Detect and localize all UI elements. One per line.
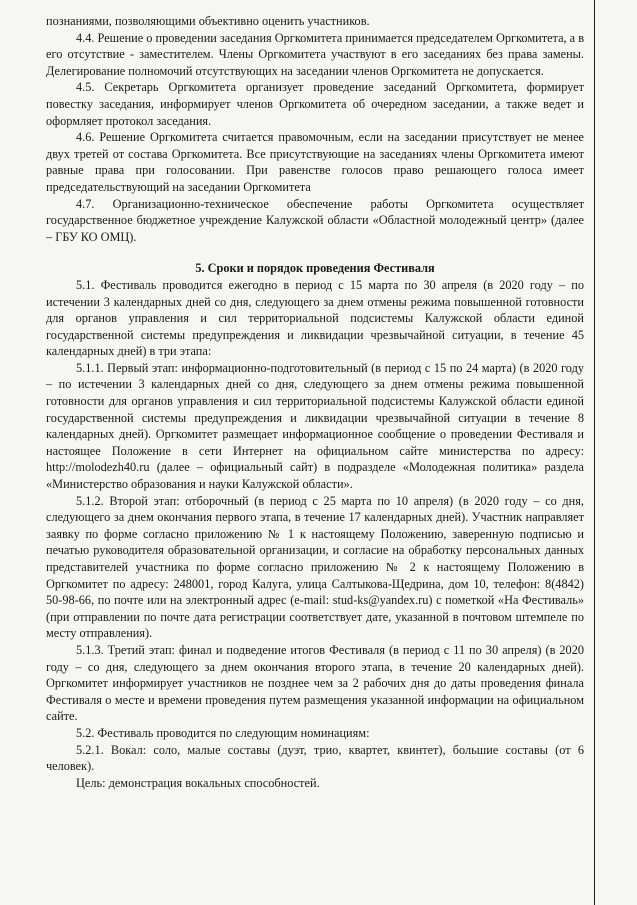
section-5-title: 5. Сроки и порядок проведения Фестиваля <box>195 261 435 276</box>
document-body <box>46 13 584 791</box>
paragraph-4-3-tail: познаниями, позволяющими объективно оценить участников. <box>46 14 370 28</box>
paragraph-4-5: 4.5. Секретарь Оргкомитета организует проведение заседаний Оргкомитета, формирует повестку заседания, информирует членов Оргкомитета об очередном заседании, а также ведет и оформляет протокол заседания. <box>46 80 584 128</box>
paragraph-5-1: 5.1. Фестиваль проводится ежегодно в период с 15 марта по 30 апреля (в 2020 году – по истечении 3 календарных дней со дня, следующего за днем отмены режима повышенной готовности для органов управления и сил территориальной подсистемы Калужской области единой государственной системы предупреждения и ликвидации чрезвычайной ситуации, в течение 45 календарных дней) в три этапа: <box>46 277 584 359</box>
paragraph-5-2-1: 5.2.1. Вокал: соло, малые составы (дуэт, трио, квартет, квинтет), большие составы (от 6 человек). <box>46 742 584 774</box>
paragraph-goal: Цель: демонстрация вокальных способностей. <box>76 775 320 790</box>
scan-fold-line <box>594 0 595 905</box>
paragraph-5-1-2: 5.1.2. Второй этап: отборочный (в период с 25 марта по 10 апреля) (в 2020 году – со дня, следующего за днем окончания первого этапа, в течение 17 календарных дней). Участник направляет заявку по форме согласно приложению № 1 к настоящему Положению, заверенную подписью и печатью руководителя образовательной организации, и согласие на обработку персональных данных представителей участника по форме согласно приложению № 2 к настоящему Положению в Оргкомитет по адресу: 248001, город Калуга, улица Салтыкова-Щедрина, дом 10, телефон: 8(4842) 50-98-66, по почте или на электронный адрес (e-mail: stud-ks@yandex.ru) с пометкой «На Фестиваль» (при отправлении по почте дата регистрации соответствует дате, указанной в почтовом штемпеле по месту отправления). <box>46 493 584 641</box>
paragraph-4-7: 4.7. Организационно-техническое обеспечение работы Оргкомитета осуществляет государственное бюджетное учреждение Калужской области «Областной молодежный центр» (далее – ГБУ КО ОМЦ). <box>46 196 584 244</box>
paragraph-4-4: 4.4. Решение о проведении заседания Оргкомитета принимается председателем Оргкомитета, а в его отсутствие - заместителем. Члены Оргкомитета участвуют в его заседаниях без права замены. Делегирование полномочий отсутствующих на заседании членов Оргкомитета не допускается. <box>46 30 585 78</box>
paragraph-4-6: 4.6. Решение Оргкомитета считается правомочным, если на заседании присутствует не менее двух третей от состава Оргкомитета. Все присутствующие на заседаниях члены Оргкомитета имеют равные права при голосовании. При равенстве голосов право решающего голоса имеет председательствующий на заседании Оргкомитета <box>46 130 584 194</box>
paragraph-5-1-1: 5.1.1. Первый этап: информационно-подготовительный (в период с 15 по 24 марта) (в 2020 году – по истечении 3 календарных дней со дня, следующего за днем отмены режима повышенной готовности для органов управления и сил территориальной подсистемы Калужской области единой государственной системы предупреждения и ликвидации чрезвычайной ситуации в течение 8 календарных дней). Оргкомитет размещает информационное сообщение о проведении Фестиваля и настоящее Положение в сети Интернет на официальном сайте министерства по адресу: http://molodezh40.ru (далее – официальный сайт) в подразделе «Молодежная политика» раздела «Министерство образования и науки Калужской области». <box>46 360 584 492</box>
paragraph-5-1-3: 5.1.3. Третий этап: финал и подведение итогов Фестиваля (в период с 11 по 30 апреля) (в 2020 году – со дня, следующего за днем окончания второго этапа, в течение 20 календарных дней). Оргкомитет информирует участников не позднее чем за 2 рабочих дня до даты проведения финала Фестиваля о месте и времени проведения путем размещения указанной информации на официальном сайте. <box>46 642 584 724</box>
paragraph-5-2: 5.2. Фестиваль проводится по следующим номинациям: <box>76 725 370 740</box>
